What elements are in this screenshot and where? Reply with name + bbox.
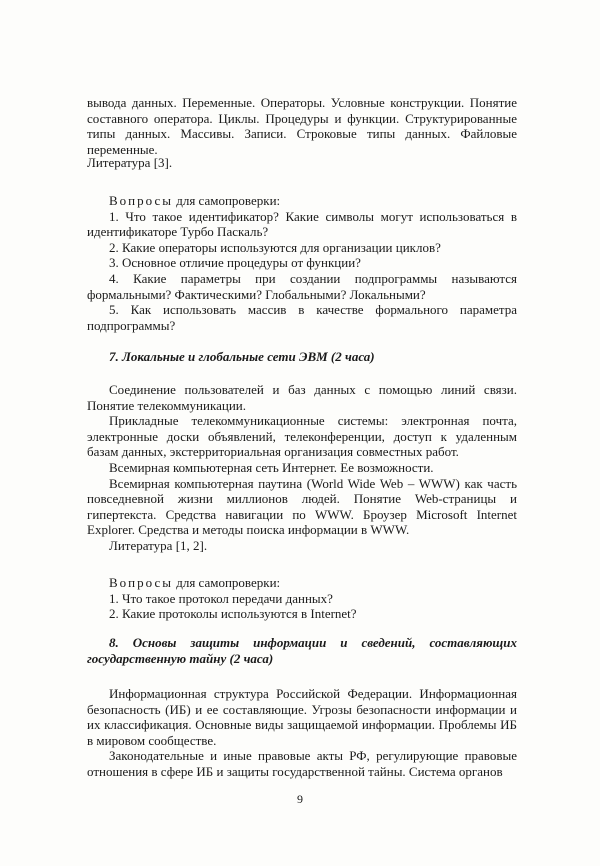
question-item: 4. Какие параметры при создании подпрограммы называются формальными? Фактическими? Глобальными? Локальными? <box>87 270 517 302</box>
question-item: 5. Как использовать массив в качестве формального параметра подпрограммы? <box>87 302 517 333</box>
questions-block-1 <box>87 193 517 333</box>
section-paragraph: Информационная структура Российской Федерации. Информационная безопасность (ИБ) и ее составляющие. Угрозы безопасности информации и их классификация. Основные виды защищаемой информации. Проблемы ИБ в мировом сообществе. <box>87 686 517 748</box>
intro-paragraph <box>87 95 517 157</box>
section-7-body <box>87 382 517 554</box>
question-item: 2. Какие операторы используются для организации циклов? <box>109 239 441 255</box>
questions-block-2 <box>87 575 517 622</box>
question-item: 2. Какие протоколы используются в Internet? <box>109 606 357 622</box>
intro-literature <box>87 155 517 171</box>
section-paragraph: Соединение пользователей и баз данных с помощью линий связи. Понятие телекоммуникации. <box>87 382 517 413</box>
intro-text: вывода данных. Переменные. Операторы. Условные конструкции. Понятие составного оператора. Циклы. Процедуры и функции. Структурированные типы данных. Массивы. Записи. Строковые типы данных. Файловые переменные. <box>87 95 517 157</box>
question-item: 1. Что такое протокол передачи данных? <box>109 590 333 606</box>
questions-title-1: Вопросы для самопроверки: <box>109 193 281 208</box>
section-paragraph: Законодательные и иные правовые акты РФ, регулирующие правовые отношения в сфере ИБ и защиты государственной тайны. Система органов <box>87 748 517 779</box>
page-number: 9 <box>297 792 303 806</box>
section-8-body <box>87 686 517 780</box>
section-paragraph: Всемирная компьютерная паутина (World Wide Web – WWW) как часть повседневной жизни миллионов людей. Понятие Web-страницы и гипертекста. Средства навигации по WWW. Броузер Microsoft Internet Explorer. Средства и методы поиска информации в WWW. <box>87 475 517 538</box>
question-item: 1. Что такое идентификатор? Какие символы могут использоваться в идентификаторе Турбо Паскаль? <box>87 208 517 240</box>
questions-title-2: Вопросы для самопроверки: <box>109 575 281 590</box>
question-item: 3. Основное отличие процедуры от функции? <box>109 255 361 271</box>
section-paragraph: Прикладные телекоммуникационные системы: электронная почта, электронные доски объявлений, телеконференции, доступ к удаленным базам данных, экстерриториальная организация совместных работ. <box>87 413 517 460</box>
intro-literature-text: Литература [3]. <box>87 155 173 170</box>
section-7-heading: 7. Локальные и глобальные сети ЭВМ (2 часа) <box>109 349 375 364</box>
section-literature: Литература [1, 2]. <box>109 537 208 553</box>
section-paragraph: Всемирная компьютерная сеть Интернет. Ее возможности. <box>109 459 434 475</box>
section-8-heading: 8. Основы защиты информации и сведений, составляющих государственную тайну (2 часа) <box>87 635 517 666</box>
